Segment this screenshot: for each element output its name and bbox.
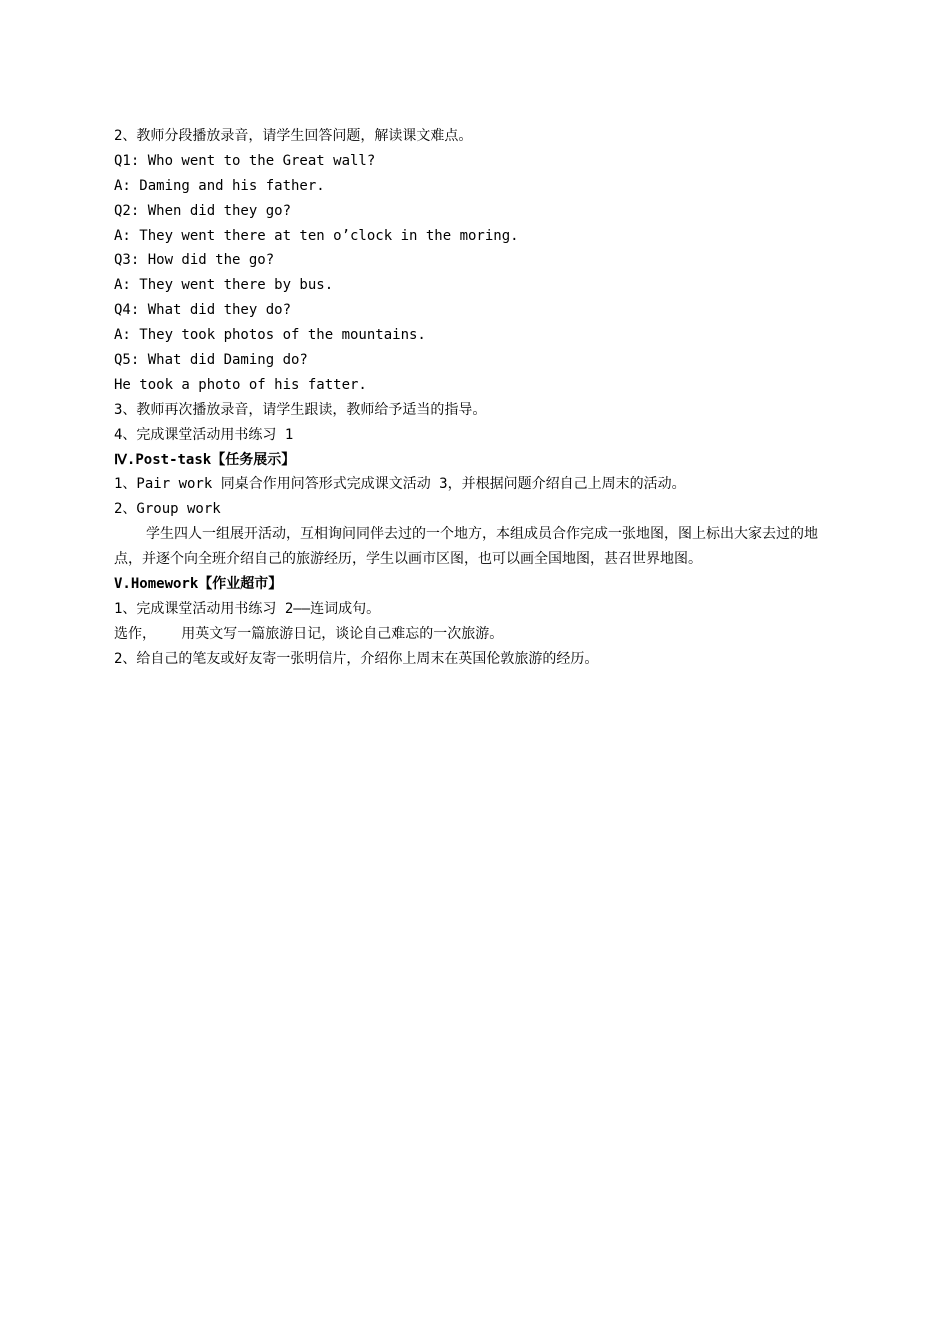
answer-4: A: They took photos of the mountains. [114,327,426,344]
step-4-line: 4、完成课堂活动用书练习 1 [114,426,294,443]
step-3-line: 3、教师再次播放录音，请学生跟读，教师给予适当的指导。 [114,401,487,418]
answer-5: He took a photo of his fatter. [114,376,367,393]
homework-optional: 选作， 用英文写一篇旅游日记，谈论自己难忘的一次旅游。 [114,625,504,642]
post-task-item-2: 2、Group work [114,501,221,518]
question-4: Q4: What did they do? [114,302,292,319]
answer-3: A: They went there by bus. [114,277,334,294]
question-2: Q2: When did they go? [114,202,292,219]
post-task-item-1: 1、Pair work 同桌合作用问答形式完成课文活动 3，并根据问题介绍自己上周末的活动。 [114,476,686,493]
homework-item-2: 2、给自己的笔友或好友寄一张明信片，介绍你上周末在英国伦敦旅游的经历。 [114,650,599,667]
group-work-paragraph: 学生四人一组展开活动，互相询问同伴去过的一个地方，本组成员合作完成一张地图，图上标出大家去过的地点，并逐个向全班介绍自己的旅游经历，学生以画市区图，也可以画全国地图，甚召世界地图。 [114,526,818,568]
homework-heading: V.Homework【作业超市】 [114,576,283,593]
post-task-heading: Ⅳ.Post-task【任务展示】 [114,451,296,468]
document-body [114,124,840,672]
answer-1: A: Daming and his father. [114,177,325,194]
question-1: Q1: Who went to the Great wall? [114,152,376,169]
answer-2: A: They went there at ten o’clock in the moring. [114,227,519,244]
question-3: Q3: How did the go? [114,252,275,269]
homework-item-1: 1、完成课堂活动用书练习 2——连词成句。 [114,600,381,617]
question-5: Q5: What did Daming do? [114,352,308,369]
step-2-line: 2、教师分段播放录音，请学生回答问题，解读课文难点。 [114,128,473,144]
